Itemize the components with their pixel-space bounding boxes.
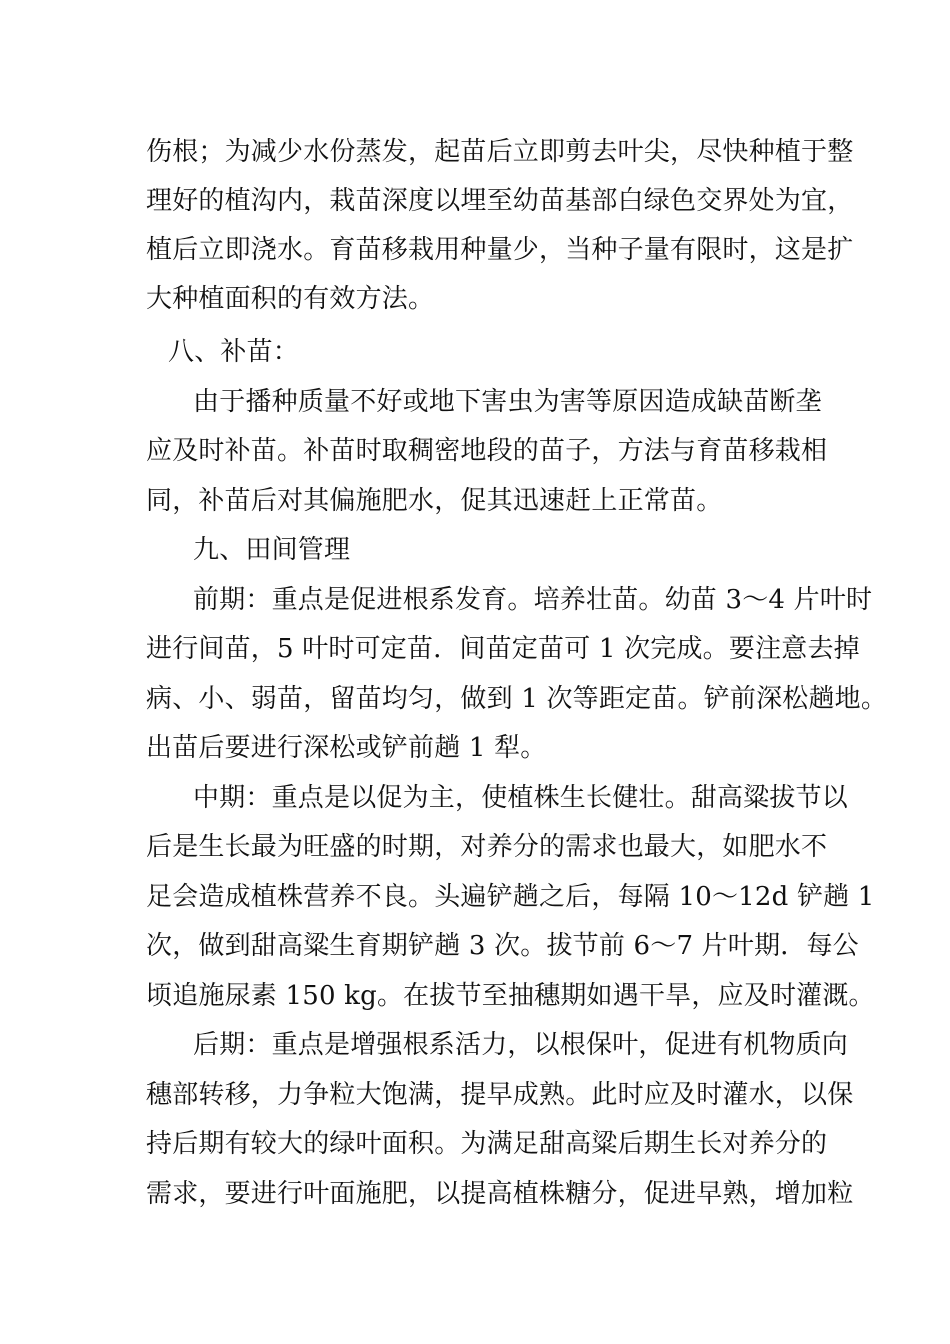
section-heading: 八、补苗： <box>168 337 300 367</box>
text-line: 后期：重点是增强根系活力，以根保叶，促进有机物质向 <box>193 1030 849 1060</box>
text-line: 同，补苗后对其偏施肥水，促其迅速赶上正常苗。 <box>146 486 723 516</box>
text-line: 持后期有较大的绿叶面积。为满足甜高粱后期生长对养分的 <box>146 1129 828 1159</box>
text-line: 后是生长最为旺盛的时期，对养分的需求也最大，如肥水不 <box>146 832 828 862</box>
section-heading: 九、田间管理 <box>193 535 351 565</box>
text-line: 次，做到甜高粱生育期铲趟 3 次。拔节前 6～7 片叶期．每公 <box>146 931 859 961</box>
text-line: 出苗后要进行深松或铲前趟 1 犁。 <box>146 733 547 763</box>
text-line: 穗部转移，力争粒大饱满，提早成熟。此时应及时灌水，以保 <box>146 1080 854 1110</box>
text-line: 进行间苗，5 叶时可定苗．间苗定苗可 1 次完成。要注意去掉 <box>146 634 860 664</box>
text-line: 由于播种质量不好或地下害虫为害等原因造成缺苗断垄 <box>193 387 822 417</box>
text-line: 中期：重点是以促为主，使植株生长健壮。甜高粱拔节以 <box>193 783 849 813</box>
text-line: 大种植面积的有效方法。 <box>146 284 435 314</box>
text-line: 需求，要进行叶面施肥，以提高植株糖分，促进早熟，增加粒 <box>146 1179 854 1209</box>
text-line: 顷追施尿素 150 kg。在拔节至抽穗期如遇干旱，应及时灌溉。 <box>146 981 875 1011</box>
text-line: 植后立即浇水。育苗移栽用种量少，当种子量有限时，这是扩 <box>146 235 854 265</box>
text-line: 理好的植沟内，栽苗深度以埋至幼苗基部白绿色交界处为宜， <box>146 186 854 216</box>
text-line: 应及时补苗。补苗时取稠密地段的苗子，方法与育苗移栽相 <box>146 436 828 466</box>
text-line: 病、小、弱苗，留苗均匀，做到 1 次等距定苗。铲前深松趟地。 <box>146 684 888 714</box>
text-line: 足会造成植株营养不良。头遍铲趟之后，每隔 10～12d 铲趟 1 <box>146 882 875 912</box>
text-line: 伤根；为减少水份蒸发，起苗后立即剪去叶尖，尽快种植于整 <box>146 137 854 167</box>
text-line: 前期：重点是促进根系发育。培养壮苗。幼苗 3～4 片叶时 <box>193 585 873 615</box>
